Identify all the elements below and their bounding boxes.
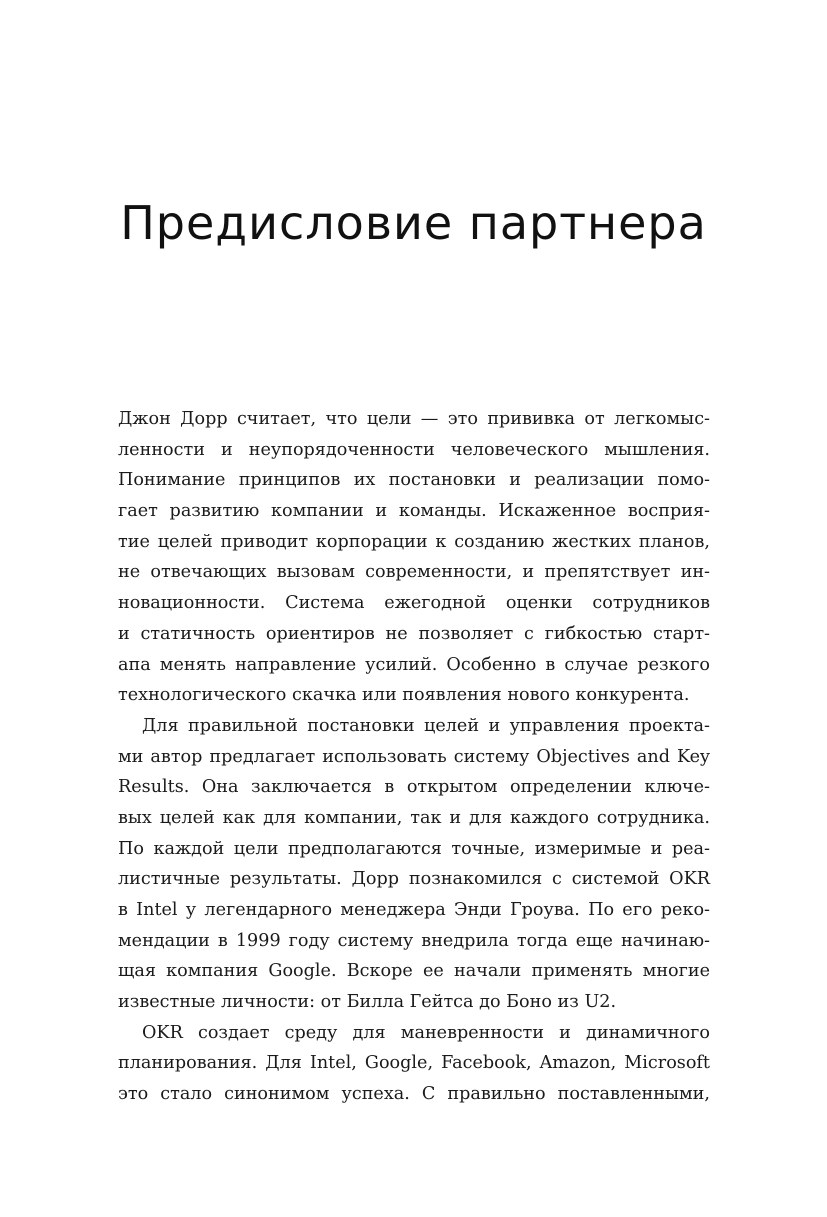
paragraph-2-line: ми автор предлагает использовать систему Objectives and Key [118,746,710,767]
paragraph-2-line: Results. Она заключается в открытом определении ключе- [118,777,710,798]
paragraph-1-line: ленности и неупорядоченности человеческого мышления. [118,439,710,460]
paragraph-1-line: технологического скачка или появления нового конкурента. [118,685,690,706]
paragraph-1-line: Понимание принципов их постановки и реализации помо- [118,470,710,491]
paragraph-2-line: Для правильной постановки целей и управления проекта- [142,715,710,736]
paragraph-1-line: тие целей приводит корпорации к созданию жестких планов, [118,531,710,552]
paragraph-3-line: планирования. Для Intel, Google, Facebook, Amazon, Microsoft [118,1053,710,1074]
chapter-title: Предисловие партнера [120,196,707,250]
paragraph-1-line: новационности. Система ежегодной оценки сотрудников [118,593,710,614]
paragraph-2-line: мендации в 1999 году систему внедрила тогда еще начинаю- [118,930,710,951]
paragraph-2-line: известные личности: от Билла Гейтса до Боно из U2. [118,992,617,1013]
paragraph-2-line: вых целей как для компании, так и для каждого сотрудника. [118,807,710,828]
paragraph-1-line: не отвечающих вызовам современности, и препятствует ин- [118,562,710,583]
paragraph-2-line: в Intel у легендарного менеджера Энди Гроува. По его реко- [118,900,710,920]
paragraph-1-line: апа менять направление усилий. Особенно в случае резкого [118,654,710,675]
paragraph-2-line: листичные результаты. Дорр познакомился с системой OKR [118,869,710,890]
paragraph-3-line: это стало синонимом успеха. С правильно поставленными, [118,1084,710,1105]
paragraph-1-line: Джон Дорр считает, что цели — это прививка от легкомыс- [118,409,710,429]
body-text [118,404,710,1110]
paragraph-1-line: гает развитию компании и команды. Искаженное восприя- [118,501,710,522]
paragraph-2-line: По каждой цели предполагаются точные, измеримые и реа- [118,838,710,859]
paragraph-1-line: и статичность ориентиров не позволяет с гибкостью старт- [118,623,710,644]
paragraph-2-line: щая компания Google. Вскоре ее начали применять многие [118,961,710,982]
paragraph-3-line: OKR создает среду для маневренности и динамичного [142,1022,710,1043]
